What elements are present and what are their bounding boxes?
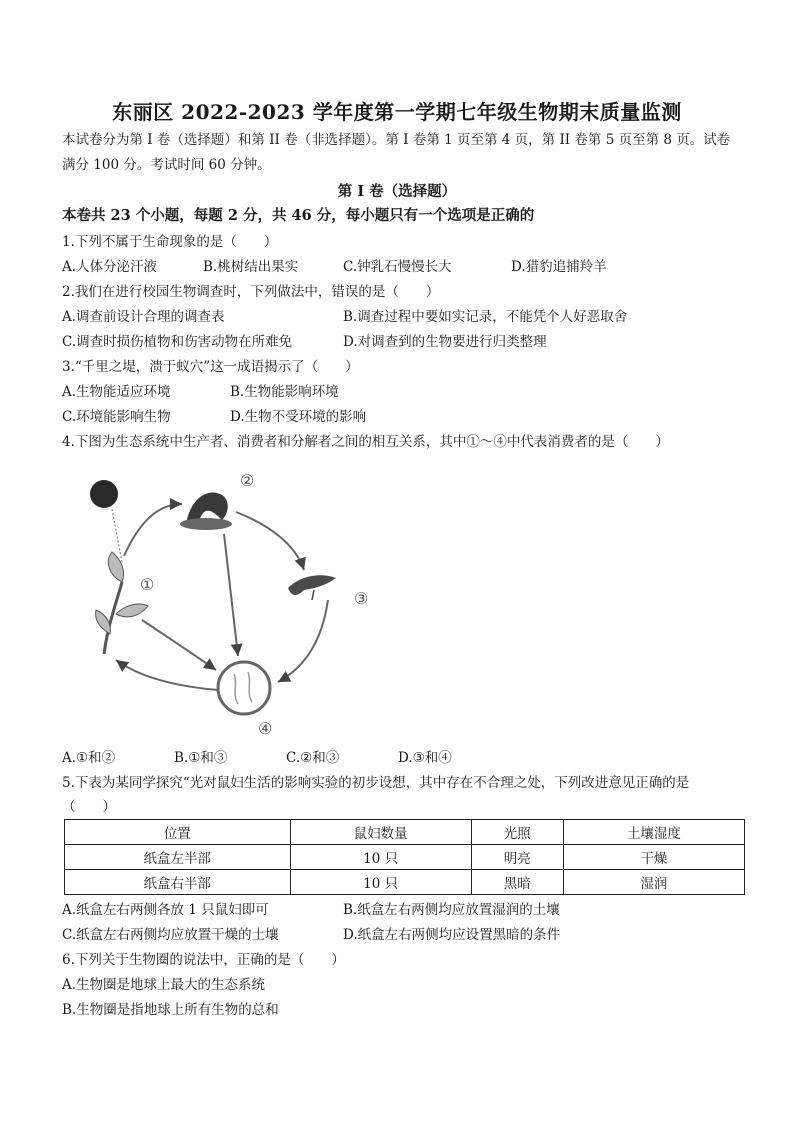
table-cell: 纸盒左半部 — [65, 845, 291, 870]
table-header-cell: 鼠妇数量 — [290, 820, 471, 845]
table-cell: 纸盒右半部 — [65, 870, 291, 895]
question-4-option-c: C.②和③ — [286, 750, 340, 766]
question-5-table — [64, 819, 745, 895]
question-3-option-a: A.生物能适应环境 — [62, 384, 171, 400]
table-header-cell: 光照 — [471, 820, 563, 845]
table-header-cell: 位置 — [65, 820, 291, 845]
question-1-option-d: D.猎豹追捕羚羊 — [511, 259, 607, 275]
table-cell: 黑暗 — [471, 870, 563, 895]
question-6-option-b: B.生物圈是指地球上所有生物的总和 — [62, 1002, 279, 1018]
diagram-label-2: ② — [240, 471, 255, 490]
question-2-option-b: B.调查过程中要如实记录，不能凭个人好恶取舍 — [343, 309, 628, 325]
caterpillar-icon — [180, 492, 232, 530]
question-5-option-d: D.纸盒左右两侧均应设置黑暗的条件 — [343, 927, 561, 943]
table-cell: 10 只 — [290, 870, 471, 895]
question-3-stem: 3.“千里之堤，溃于蚁穴”这一成语揭示了（ ） — [62, 359, 359, 375]
question-5-option-c: C.纸盒左右两侧均应放置干燥的土壤 — [62, 927, 279, 943]
question-6-stem: 6.下列关于生物圈的说法中，正确的是（ ） — [62, 952, 345, 968]
question-5-stem: 5.下表为某同学探究“光对鼠妇生活的影响实验的初步设想，其中存在不合理之处，下列改进意见正确的是 — [62, 775, 690, 791]
decomposer-icon — [218, 662, 270, 714]
diagram-label-4: ④ — [258, 719, 273, 738]
table-row — [65, 845, 745, 870]
question-4-stem: 4.下图为生态系统中生产者、消费者和分解者之间的相互关系，其中①～④中代表消费者的是（ ） — [62, 434, 669, 450]
section-title: 第 I 卷（选择题） — [337, 183, 457, 200]
table-cell: 10 只 — [290, 845, 471, 870]
question-2-stem: 2.我们在进行校园生物调查时，下列做法中，错误的是（ ） — [62, 284, 440, 300]
table-row — [65, 870, 745, 895]
diagram-label-3: ③ — [354, 589, 369, 608]
question-5-stem-tail: （ ） — [62, 799, 116, 815]
question-3-option-b: B.生物能影响环境 — [230, 384, 339, 400]
ecosystem-diagram — [82, 464, 382, 744]
plant-icon — [96, 552, 148, 654]
question-5-option-a: A.纸盒左右两侧各放 1 只鼠妇即可 — [62, 902, 269, 918]
question-3-option-c: C.环境能影响生物 — [62, 409, 171, 425]
table-cell: 干燥 — [563, 845, 744, 870]
question-3-option-d: D.生物不受环境的影响 — [230, 409, 367, 425]
question-5-option-b: B.纸盒左右两侧均应放置湿润的土壤 — [343, 902, 560, 918]
exam-title: 东丽区 2022-2023 学年度第一学期七年级生物期末质量监测 — [112, 100, 682, 124]
table-cell: 明亮 — [471, 845, 563, 870]
question-1-option-a: A.人体分泌汗液 — [62, 259, 158, 275]
question-6-option-a: A.生物圈是地球上最大的生态系统 — [62, 977, 266, 993]
question-1-stem: 1.下列不属于生命现象的是（ ） — [62, 234, 278, 250]
question-2-option-c: C.调查时损伤植物和伤害动物在所难免 — [62, 334, 293, 350]
section-note: 本卷共 23 个小题，每题 2 分，共 46 分，每小题只有一个选项是正确的 — [62, 207, 535, 224]
sun-icon — [90, 480, 118, 508]
table-header-row — [65, 820, 745, 845]
question-4-option-a: A.①和② — [62, 750, 116, 766]
question-2-option-a: A.调查前设计合理的调查表 — [62, 309, 225, 325]
exam-intro: 本试卷分为第 I 卷（选择题）和第 II 卷（非选择题）。第 I 卷第 1 页至第 4 页，第 II 卷第 5 页至第 8 页。试卷满分 100 分。考试时间 60 分钟。 — [62, 132, 731, 173]
question-1-option-c: C.钟乳石慢慢长大 — [343, 259, 452, 275]
table-cell: 湿润 — [563, 870, 744, 895]
bird-icon — [288, 575, 336, 600]
diagram-label-1: ① — [140, 575, 155, 594]
table-header-cell: 土壤湿度 — [563, 820, 744, 845]
question-4-option-b: B.①和③ — [174, 750, 228, 766]
question-2-option-d: D.对调查到的生物要进行归类整理 — [343, 334, 547, 350]
question-1-option-b: B.桃树结出果实 — [203, 259, 299, 275]
question-4-option-d: D.③和④ — [398, 750, 452, 766]
